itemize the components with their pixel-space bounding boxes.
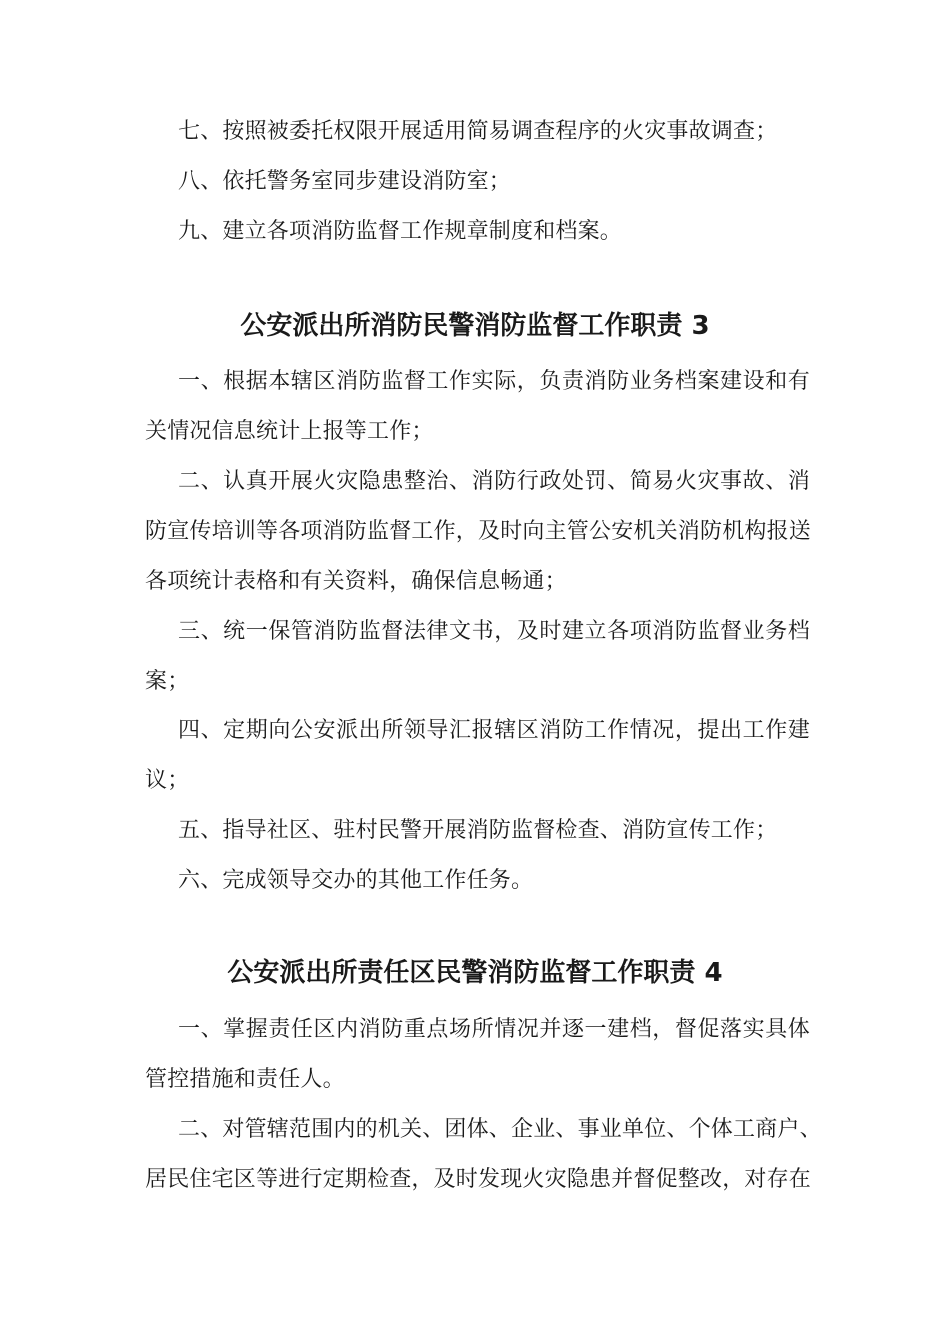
section-3-item-4-line-2: 议；	[145, 768, 190, 793]
section-3-item-4-line-1: 四、定期向公安派出所领导汇报辖区消防工作情况，提出工作建	[178, 718, 810, 743]
paragraph-item-7: 七、按照被委托权限开展适用简易调查程序的火灾事故调查；	[178, 119, 778, 144]
section-3-item-2-line-3: 各项统计表格和有关资料，确保信息畅通；	[145, 569, 567, 594]
section-3-item-1-line-1: 一、根据本辖区消防监督工作实际，负责消防业务档案建设和有	[178, 369, 810, 394]
section-3-item-6: 六、完成领导交办的其他工作任务。	[178, 868, 534, 893]
paragraph-item-8: 八、依托警务室同步建设消防室；	[178, 169, 512, 194]
section-4-heading: 公安派出所责任区民警消防监督工作职责 4	[227, 958, 723, 988]
section-4-item-2-line-1: 二、对管辖范围内的机关、团体、企业、事业单位、个体工商户、	[178, 1117, 822, 1142]
section-4-item-1-line-2: 管控措施和责任人。	[145, 1067, 345, 1092]
section-3-item-2-line-2: 防宣传培训等各项消防监督工作，及时向主管公安机关消防机构报送	[145, 519, 812, 544]
paragraph-item-9: 九、建立各项消防监督工作规章制度和档案。	[178, 219, 623, 244]
section-3-item-5: 五、指导社区、驻村民警开展消防监督检查、消防宣传工作；	[178, 818, 778, 843]
section-3-heading: 公安派出所消防民警消防监督工作职责 3	[240, 311, 710, 341]
section-4-item-1-line-1: 一、掌握责任区内消防重点场所情况并逐一建档，督促落实具体	[178, 1017, 810, 1042]
section-4-item-2-line-2: 居民住宅区等进行定期检查，及时发现火灾隐患并督促整改，对存在	[145, 1167, 812, 1192]
section-3-item-1-line-2: 关情况信息统计上报等工作；	[145, 419, 434, 444]
section-3-item-3-line-1: 三、统一保管消防监督法律文书，及时建立各项消防监督业务档	[178, 619, 810, 644]
section-3-item-2-line-1: 二、认真开展火灾隐患整治、消防行政处罚、简易火灾事故、消	[178, 469, 810, 494]
section-3-item-3-line-2: 案；	[145, 669, 190, 694]
